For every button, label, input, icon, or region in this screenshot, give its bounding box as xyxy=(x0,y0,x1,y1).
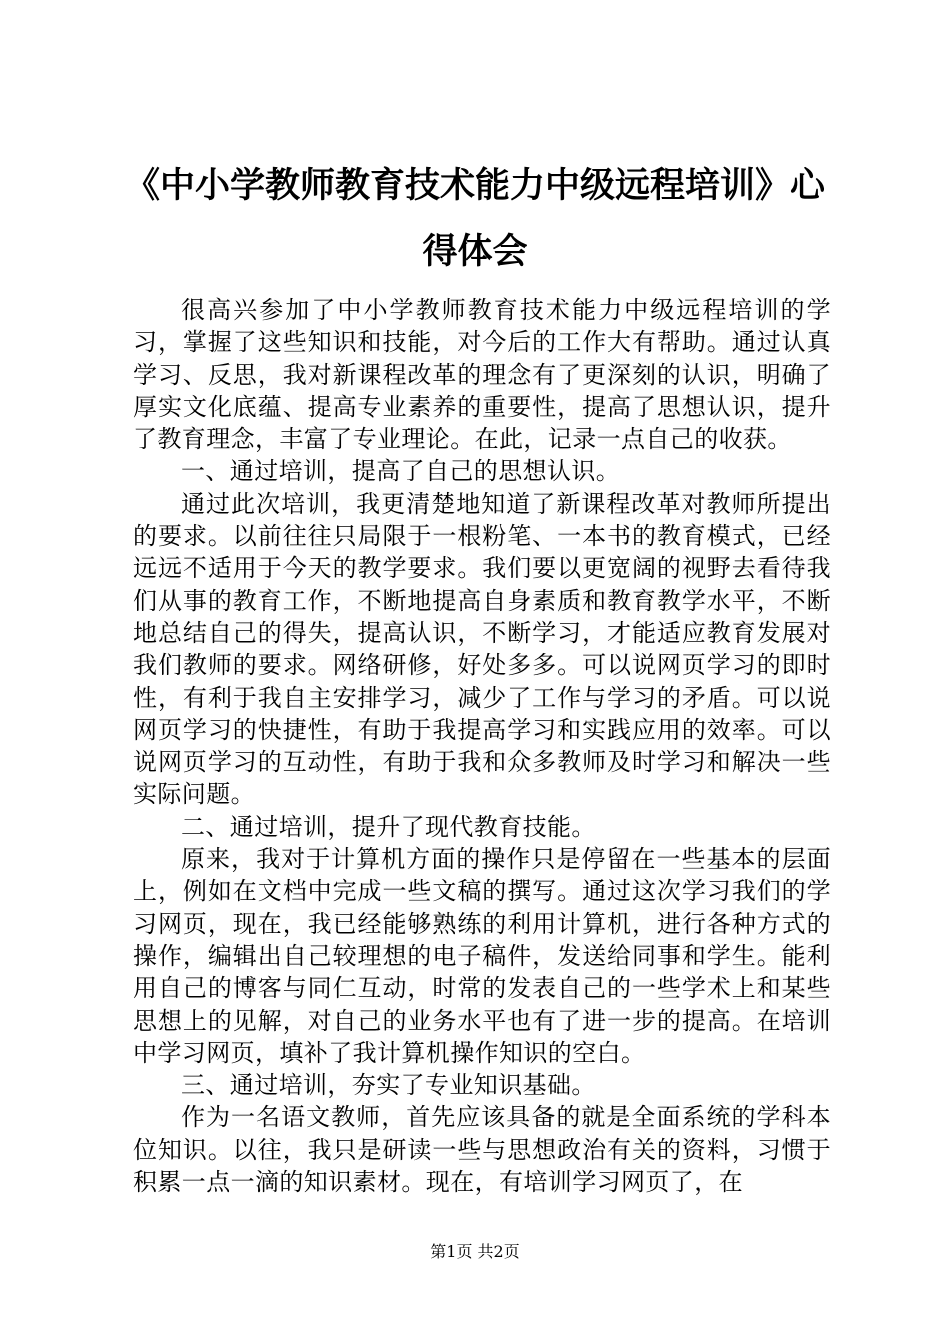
section-heading-2: 二、通过培训，提升了现代教育技能。 xyxy=(181,812,596,841)
paragraph-section-3: 作为一名语文教师，首先应该具备的就是全面系统的学科本位知识。以往，我只是研读一些与思想政治有关的资料，习惯于积累一点一滴的知识素材。现在，有培训学习网页了，在 xyxy=(133,1103,831,1197)
paragraph-section-2: 原来，我对于计算机方面的操作只是停留在一些基本的层面上，例如在文档中完成一些文稿的撰写。通过这次学习我们的学习网页，现在，我已经能够熟练的利用计算机，进行各种方式的操作，编辑出自己较理想的电子稿件，发送给同事和学生。能利用自己的博客与同仁互动，时常的发表自己的一些学术上和某些思想上的见解，对自己的业务水平也有了进一步的提高。在培训中学习网页，填补了我计算机操作知识的空白。 xyxy=(133,845,831,1067)
document-title: 《中小学教师教育技术能力中级远程培训》心得体会 xyxy=(124,165,825,272)
section-heading-1: 一、通过培训，提高了自己的思想认识。 xyxy=(181,457,621,486)
paragraph-intro: 很高兴参加了中小学教师教育技术能力中级远程培训的学习，掌握了这些知识和技能，对今后的工作大有帮助。通过认真学习、反思，我对新课程改革的理念有了更深刻的认识，明确了厚实文化底蕴、提高专业素养的重要性，提高了思想认识，提升了教育理念，丰富了专业理论。在此，记录一点自己的收获。 xyxy=(133,296,831,454)
paragraph-section-1: 通过此次培训，我更清楚地知道了新课程改革对教师所提出的要求。以前往往只局限于一根粉笔、一本书的教育模式，已经远远不适用于今天的教学要求。我们要以更宽阔的视野去看待我们从事的教育工作，不断地提高自身素质和教育教学水平，不断地总结自己的得失，提高认识，不断学习，才能适应教育发展对我们教师的要求。网络研修，好处多多。可以说网页学习的即时性，有利于我自主安排学习，减少了工作与学习的矛盾。可以说网页学习的快捷性，有助于我提高学习和实践应用的效率。可以说网页学习的互动性，有助于我和众多教师及时学习和解决一些实际问题。 xyxy=(133,489,831,809)
section-heading-3: 三、通过培训，夯实了专业知识基础。 xyxy=(181,1071,596,1100)
document-body xyxy=(133,294,831,1198)
page-footer: 第1页 共2页 xyxy=(430,1242,520,1261)
